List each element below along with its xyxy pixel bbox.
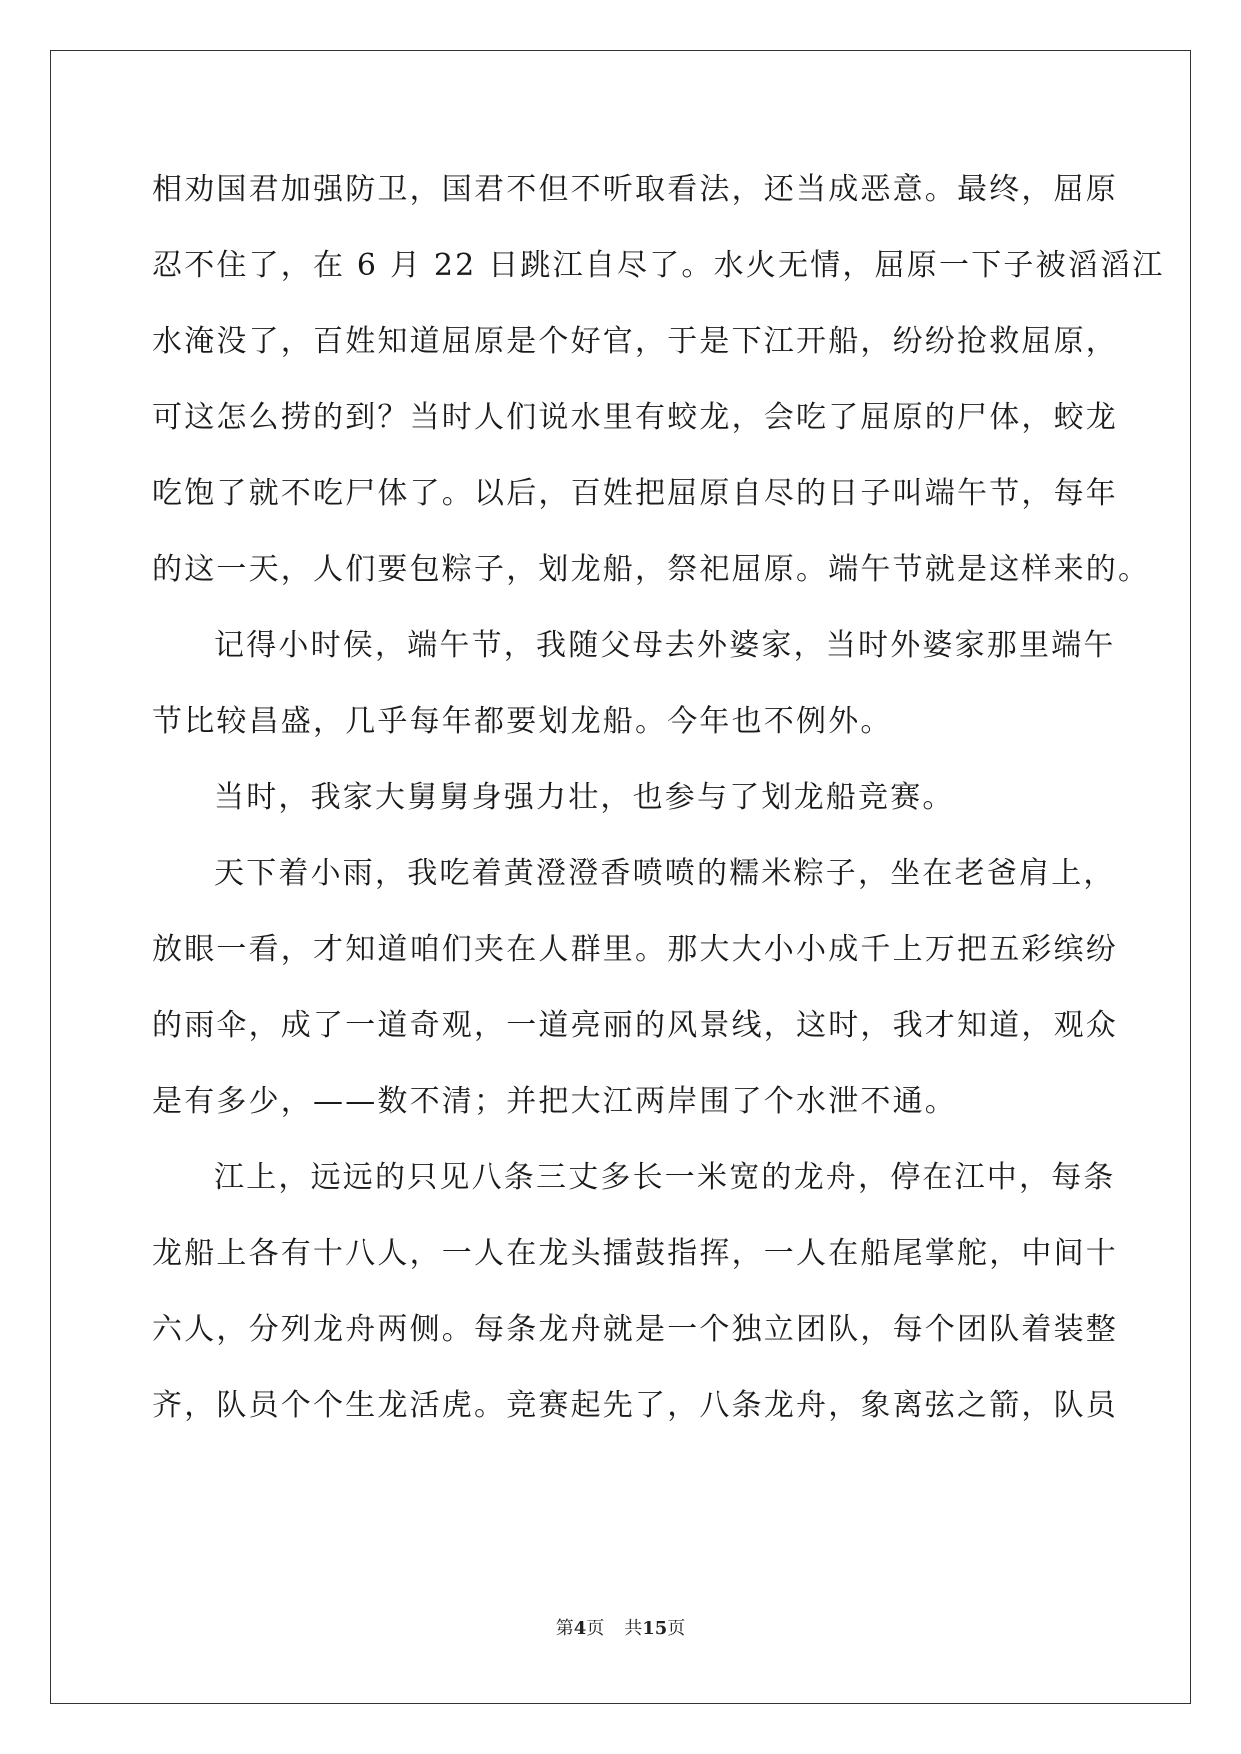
text-line: 龙船上各有十八人，一人在龙头擂鼓指挥，一人在船尾掌舵，中间十 xyxy=(152,1236,1118,1271)
text-line: 是有多少，——数不清；并把大江两岸围了个水泄不通。 xyxy=(152,1084,957,1119)
text-line: 的雨伞，成了一道奇观，一道亮丽的风景线，这时，我才知道，观众 xyxy=(152,1008,1118,1043)
text-line: 节比较昌盛，几乎每年都要划龙船。今年也不例外。 xyxy=(152,704,893,739)
text-line: 放眼一看，才知道咱们夹在人群里。那大大小小成千上万把五彩缤纷 xyxy=(152,932,1118,967)
document-body xyxy=(152,160,1165,1452)
page-footer xyxy=(0,1614,1241,1640)
text-line: 六人，分列龙舟两侧。每条龙舟就是一个独立团队，每个团队着装整 xyxy=(152,1312,1118,1347)
text-line: 天下着小雨，我吃着黄澄澄香喷喷的糯米粽子，坐在老爸肩上， xyxy=(214,856,1116,891)
total-suffix: 页 xyxy=(667,1618,686,1639)
text-line: 可这怎么捞的到？当时人们说水里有蛟龙，会吃了屈原的尸体，蛟龙 xyxy=(152,400,1118,435)
text-line: 水淹没了，百姓知道屈原是个好官，于是下江开船，纷纷抢救屈原， xyxy=(152,324,1118,359)
text-line: 吃饱了就不吃尸体了。以后，百姓把屈原自尽的日子叫端午节，每年 xyxy=(152,476,1118,511)
text-line: 记得小时侯，端午节，我随父母去外婆家，当时外婆家那里端午 xyxy=(214,628,1116,663)
text-line: 江上，远远的只见八条三丈多长一米宽的龙舟，停在江中，每条 xyxy=(214,1160,1116,1195)
text-line: 齐，队员个个生龙活虎。竞赛起先了，八条龙舟，象离弦之箭，队员 xyxy=(152,1388,1118,1423)
text-line: 相劝国君加强防卫，国君不但不听取看法，还当成恶意。最终，屈原 xyxy=(152,172,1118,207)
total-pages: 15 xyxy=(642,1618,668,1639)
total-prefix: 共 xyxy=(624,1618,643,1639)
text-line: 的这一天，人们要包粽子，划龙船，祭祀屈原。端午节就是这样来的。 xyxy=(152,552,1151,587)
text-line: 忍不住了，在 6 月 22 日跳江自尽了。水火无情，屈原一下子被滔滔江 xyxy=(152,248,1165,283)
page-prefix: 第 xyxy=(555,1618,574,1639)
page-suffix: 页 xyxy=(586,1618,605,1639)
text-line: 当时，我家大舅舅身强力壮，也参与了划龙船竞赛。 xyxy=(214,780,955,815)
page-number: 4 xyxy=(573,1618,587,1639)
